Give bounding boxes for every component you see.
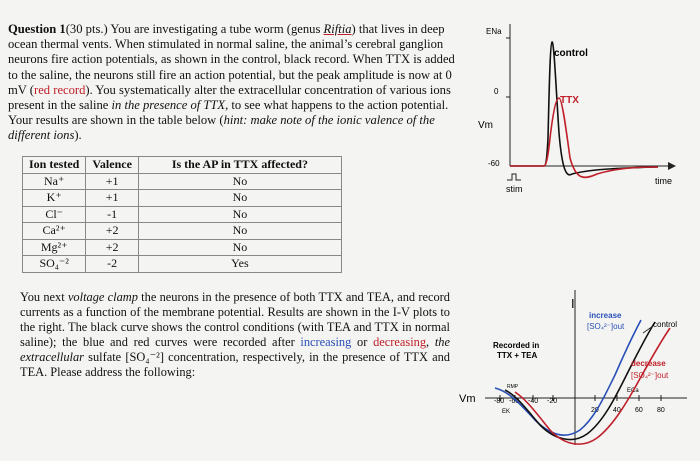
valence-cell: +2 xyxy=(86,239,139,256)
rmp-label: RMP xyxy=(507,384,519,390)
control-trace xyxy=(510,42,658,175)
affected-cell: Yes xyxy=(138,256,341,273)
paragraph-text: or xyxy=(351,335,374,349)
table-header: Is the AP in TTX affected? xyxy=(138,157,341,174)
recorded-label-1: Recorded in xyxy=(493,341,540,350)
decrease-label-2: [SO₄²⁻]out xyxy=(631,371,669,380)
control-label: control xyxy=(554,48,588,59)
decrease-label-1: decrease xyxy=(631,359,666,368)
paragraph-text: sulfate [SO₄⁻²] concentration, respectively, in the presence of TTX and TEA. Please address the following: xyxy=(20,350,450,379)
paragraph-text: , xyxy=(426,335,435,349)
table-row xyxy=(23,206,342,223)
control-curve xyxy=(505,322,655,440)
eca-label: ECa xyxy=(627,388,639,394)
tick-label: 60 xyxy=(635,407,643,414)
question-text-part: ) that lives in deep ocean thermal vents. When stimulated in normal saline, the animal’s cerebral ganglion neurons fire action potentials, as shown in the control, black record. When TTX is added to the saline, the neurons still fire an action potential, but the peak amplitude is now at 0 mV ( xyxy=(8,22,455,97)
question-number: Question 1 xyxy=(8,22,66,36)
tick-label: -80 xyxy=(494,398,505,405)
table-row xyxy=(23,173,342,190)
control-pointer-icon xyxy=(643,326,653,333)
vm-label: Vm xyxy=(478,120,493,131)
voltage-clamp-text: voltage clamp xyxy=(67,290,138,304)
question-text-part: You are investigating a tube worm (genus xyxy=(107,22,324,36)
question-text-part: ). xyxy=(74,128,82,143)
in-presence-text: in the presence of TTX xyxy=(111,98,226,113)
hint-text: hint: make note of the ionic valence of the different ions xyxy=(8,113,435,143)
ion-cell: Ca²⁺ xyxy=(23,223,86,240)
tick-label: -40 xyxy=(528,398,539,405)
question-text xyxy=(8,22,460,144)
paragraph-text: the neurons in the presence of both TTX and TEA, and record currents as a function of the membrane potential. Results are shown in the I-V plots to the right. The black curve shows the control conditions (with TEA and TTX in normal saline); the blue and red curves were recorded after xyxy=(20,290,450,349)
increase-label-2: [SO₄²⁻]out xyxy=(587,322,625,331)
iv-control-label: control xyxy=(653,320,678,329)
question-text-part: , to see what happens to the action potential. Your results are shown in the table below ( xyxy=(8,98,449,128)
time-label: time xyxy=(655,176,673,186)
stim-marker-icon xyxy=(507,174,521,180)
tick-label: -60 xyxy=(509,398,520,405)
table-row xyxy=(23,239,342,256)
increasing-text: increasing xyxy=(300,335,352,349)
i-label: I xyxy=(571,296,575,311)
paragraph-2 xyxy=(20,290,450,380)
valence-cell: -2 xyxy=(86,256,139,273)
valence-cell: +2 xyxy=(86,223,139,240)
ena-label: ENa xyxy=(486,27,502,36)
iv-vm-label: Vm xyxy=(459,393,476,405)
ttx-label: TTX xyxy=(560,95,579,106)
stim-label: stim xyxy=(506,184,523,194)
tick-label: 20 xyxy=(591,407,599,414)
ion-cell: Cl⁻ xyxy=(23,206,86,223)
table-header: Ion tested xyxy=(23,157,86,174)
valence-cell: +1 xyxy=(86,190,139,207)
ion-table xyxy=(22,156,342,273)
valence-cell: +1 xyxy=(86,173,139,190)
ion-cell: Mg²⁺ xyxy=(23,239,86,256)
question-text-part: ). You systematically alter the extracellular concentration of various ions present in the saline xyxy=(8,82,451,113)
red-record-text: red record xyxy=(34,82,86,97)
affected-cell: No xyxy=(138,206,341,223)
ek-label: EK xyxy=(502,409,511,415)
neg60-label: -60 xyxy=(488,159,500,168)
decreasing-text: decreasing xyxy=(373,335,427,349)
ion-cell: Na⁺ xyxy=(23,173,86,190)
valence-cell: -1 xyxy=(86,206,139,223)
ttx-trace xyxy=(510,98,658,177)
table-row xyxy=(23,190,342,207)
table-header: Valence xyxy=(86,157,139,174)
iv-figure xyxy=(455,280,697,450)
affected-cell: No xyxy=(138,223,341,240)
ion-cell: SO₄⁻² xyxy=(23,256,86,273)
tick-label: 40 xyxy=(613,407,621,414)
question-points: (30 pts.) xyxy=(65,22,108,36)
extracellular-text: the extracellular xyxy=(20,335,450,364)
increase-curve xyxy=(495,320,641,435)
table-header-row xyxy=(23,157,342,174)
ap-figure xyxy=(472,18,697,198)
tick-label: -20 xyxy=(547,398,558,405)
affected-cell: No xyxy=(138,239,341,256)
genus-name: Riftia xyxy=(323,22,352,36)
increase-label-1: increase xyxy=(589,311,622,320)
paragraph-text: You next xyxy=(20,290,68,304)
tick-label: 80 xyxy=(657,407,665,414)
recorded-label-2: TTX + TEA xyxy=(497,351,538,360)
affected-cell: No xyxy=(138,173,341,190)
affected-cell: No xyxy=(138,190,341,207)
time-arrow-icon xyxy=(668,162,676,170)
table-row xyxy=(23,223,342,240)
table-row xyxy=(23,256,342,273)
ion-cell: K⁺ xyxy=(23,190,86,207)
zero-label: 0 xyxy=(494,87,499,96)
